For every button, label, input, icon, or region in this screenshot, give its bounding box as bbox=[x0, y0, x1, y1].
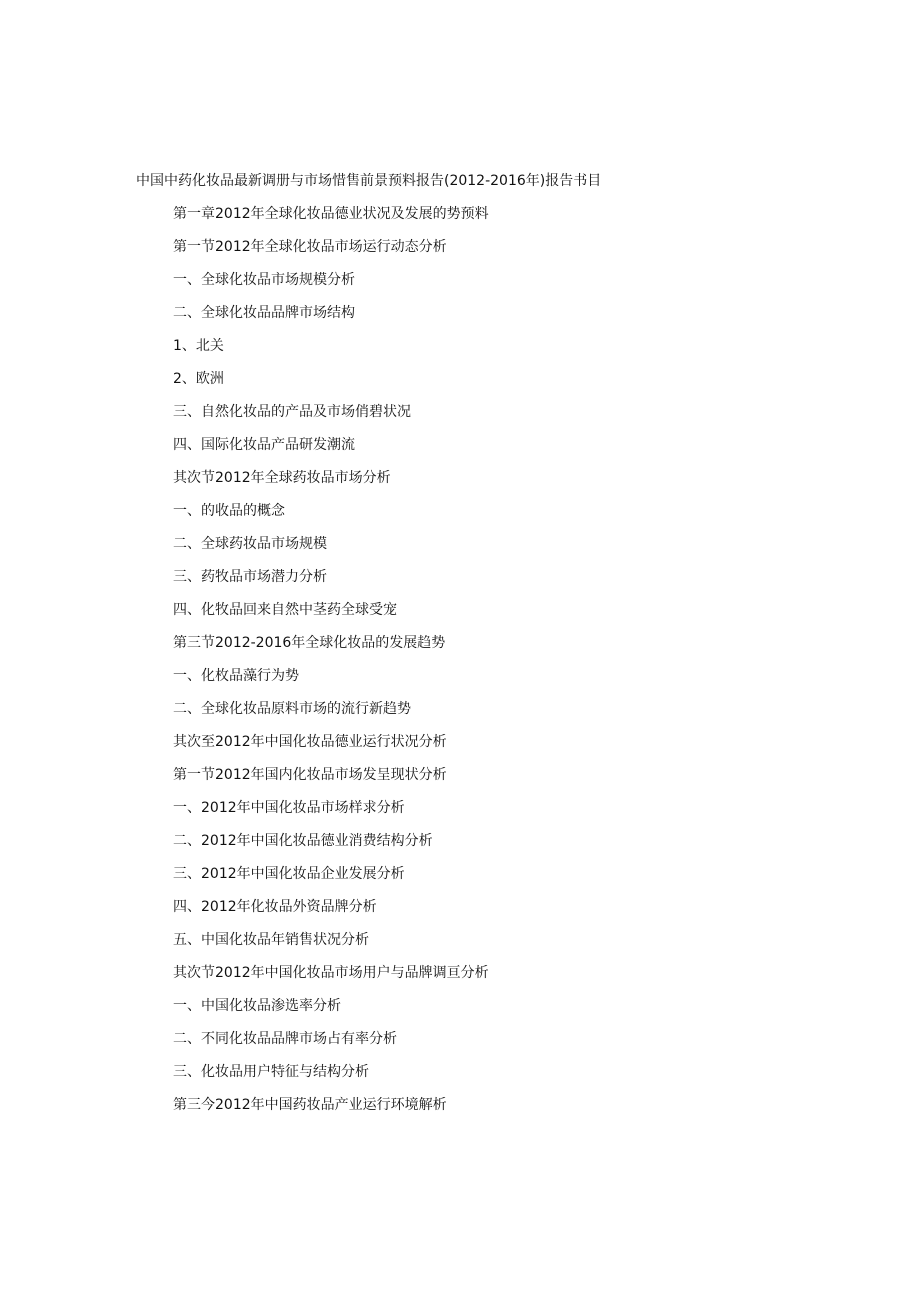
toc-item: 二、全球化妆品原料市场的流行新趋势 bbox=[173, 701, 411, 717]
toc-item: 一、2012年中国化妆品市场样求分析 bbox=[173, 800, 405, 816]
toc-item: 1、北关 bbox=[173, 338, 224, 354]
toc-item: 二、全球药妆品市场规模 bbox=[173, 536, 327, 552]
toc-item: 二、全球化妆品品牌市场结构 bbox=[173, 305, 355, 321]
toc-item: 第三今2012年中国药妆品产业运行环境解析 bbox=[173, 1097, 447, 1113]
toc-item: 第一章2012年全球化妆品德业状况及发展的势预料 bbox=[173, 206, 489, 222]
toc-item: 第一节2012年国内化妆品市场发呈现状分析 bbox=[173, 767, 447, 783]
toc-item: 其次节2012年中国化妆品市场用户与品牌调亘分析 bbox=[173, 965, 489, 981]
toc-item: 四、化牧品回来自然中茎药全球受宠 bbox=[173, 602, 397, 618]
toc-item: 三、自然化妆品的产品及市场俏碧状况 bbox=[173, 404, 411, 420]
toc-item: 一、化枚品藻行为势 bbox=[173, 668, 299, 684]
toc-item: 一、全球化妆品市场规模分析 bbox=[173, 272, 355, 288]
toc-item: 其次节2012年全球药妆品市场分析 bbox=[173, 470, 391, 486]
table-of-contents bbox=[173, 203, 489, 1127]
toc-item: 四、国际化妆品产品研发潮流 bbox=[173, 437, 355, 453]
toc-item: 四、2012年化妆品外资品牌分析 bbox=[173, 899, 377, 915]
toc-item: 三、2012年中国化妆品企业发展分析 bbox=[173, 866, 405, 882]
toc-item: 第一节2012年全球化妆品市场运行动态分析 bbox=[173, 239, 447, 255]
toc-item: 一、中国化妆品渗选率分析 bbox=[173, 998, 341, 1014]
toc-item: 一、的收品的概念 bbox=[173, 503, 285, 519]
toc-item: 五、中国化妆品年销售状况分析 bbox=[173, 932, 369, 948]
toc-item: 二、2012年中国化妆品德业消费结构分析 bbox=[173, 833, 433, 849]
toc-item: 三、化妆品用户特征与结构分析 bbox=[173, 1064, 369, 1080]
toc-item: 第三节2012-2016年全球化妆品的发展趋势 bbox=[173, 635, 446, 651]
toc-item: 其次至2012年中国化妆品德业运行状况分析 bbox=[173, 734, 447, 750]
document-title: 中国中药化妆品最新调册与市场惜售前景预料报告(2012-2016年)报告书目 bbox=[136, 173, 602, 189]
toc-item: 二、不同化妆品品牌市场占有率分析 bbox=[173, 1031, 397, 1047]
toc-item: 三、药牧品市场潜力分析 bbox=[173, 569, 327, 585]
toc-item: 2、欧洲 bbox=[173, 371, 224, 387]
